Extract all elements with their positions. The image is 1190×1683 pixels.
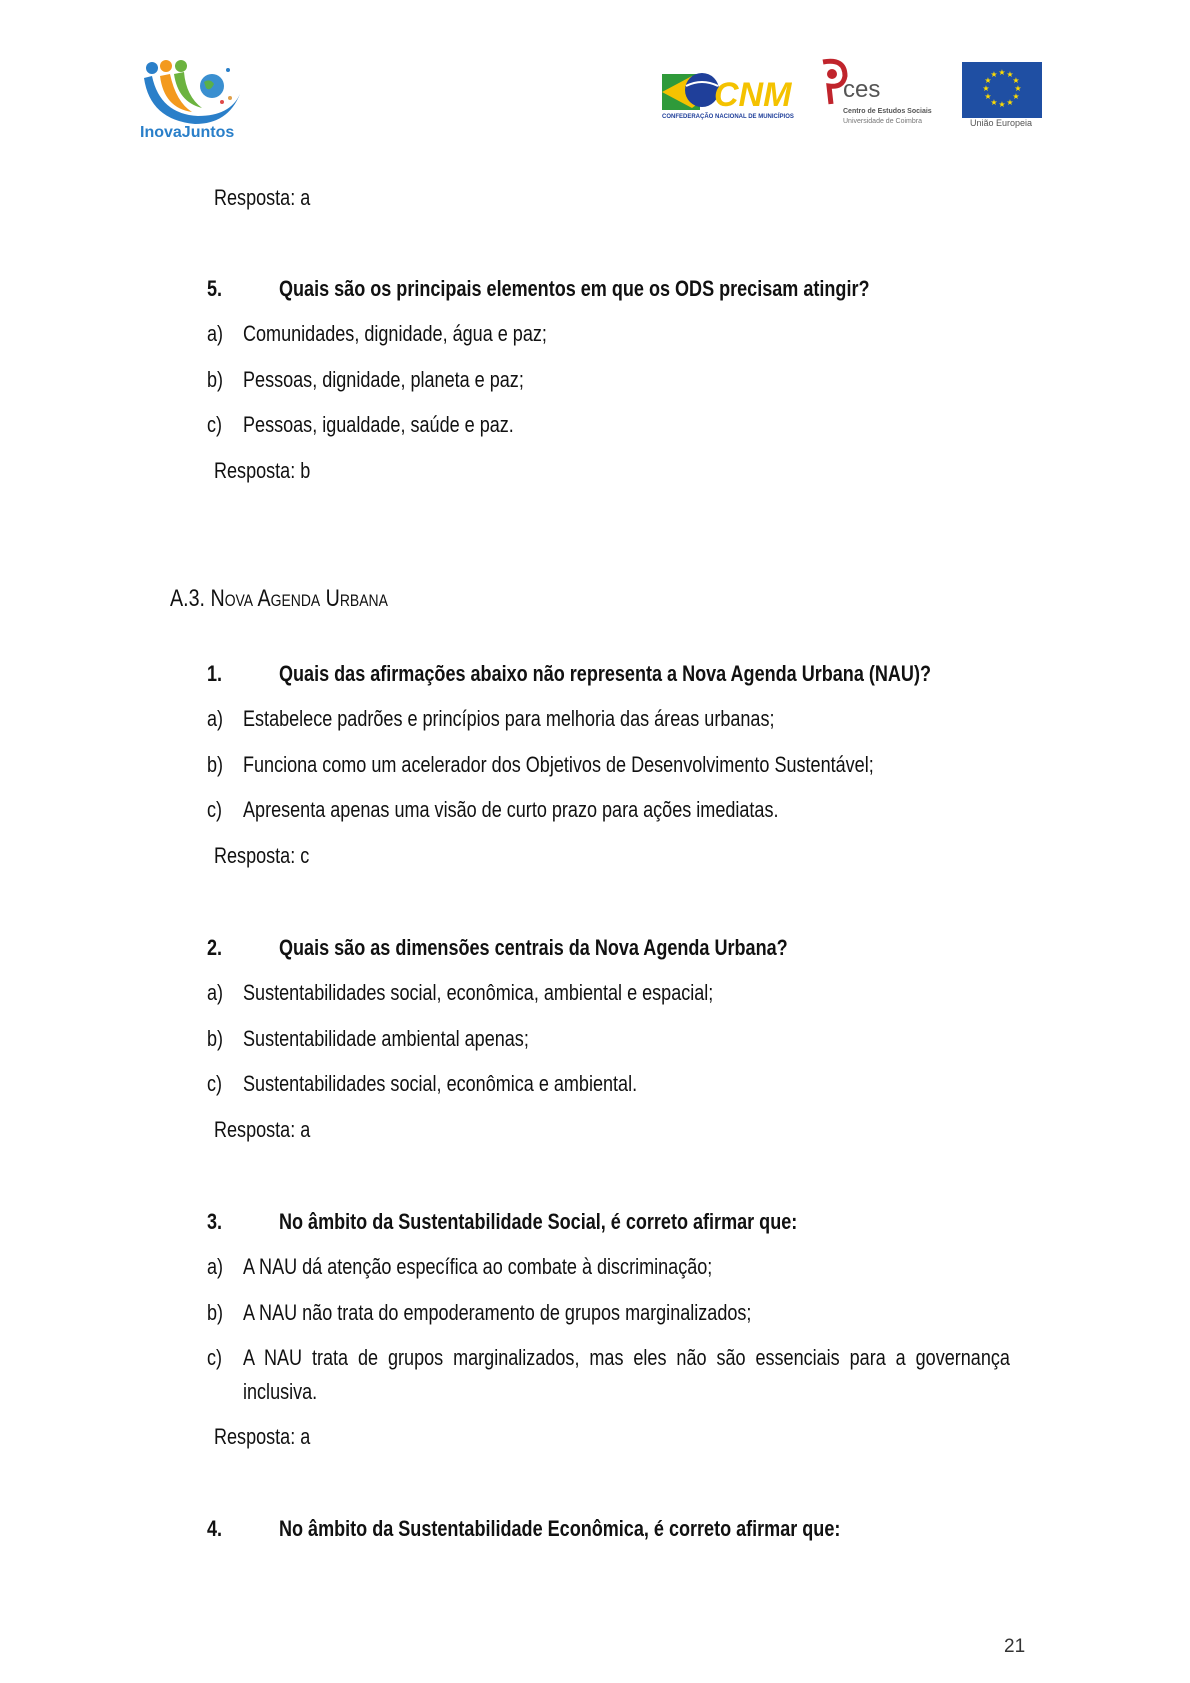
section-title: Nova Agenda Urbana <box>210 585 388 612</box>
option-text: A NAU dá atenção específica ao combate à discriminação; <box>243 1254 713 1279</box>
eu-flag-icon <box>962 62 1042 118</box>
cnm-logo-text: CNM <box>714 76 792 112</box>
option-text: Apresenta apenas uma visão de curto prazo para ações imediatas. <box>243 797 779 822</box>
option-letter: b) <box>207 752 224 777</box>
option-text: Comunidades, dignidade, água e paz; <box>243 321 547 346</box>
svg-text:★: ★ <box>1012 76 1020 85</box>
option-letter: a) <box>207 980 224 1005</box>
ces-logo-line1: Centro de Estudos Sociais <box>843 108 932 115</box>
previous-answer: Resposta: a <box>214 185 311 210</box>
svg-text:★: ★ <box>998 100 1006 109</box>
cnm-logo <box>662 70 792 128</box>
option-text: Pessoas, igualdade, saúde e paz. <box>243 412 514 437</box>
option-text: Pessoas, dignidade, planeta e paz; <box>243 367 524 392</box>
section-prefix: A.3. <box>170 585 206 612</box>
option-letter: a) <box>207 321 224 346</box>
question-number: 3. <box>207 1209 223 1234</box>
question-text: Quais são os principais elementos em que os ODS precisam atingir? <box>279 276 870 301</box>
option-text: Sustentabilidades social, econômica e ambiental. <box>243 1071 638 1096</box>
question-text: Quais são as dimensões centrais da Nova Agenda Urbana? <box>279 935 788 960</box>
svg-text:★: ★ <box>1014 84 1022 93</box>
question-text: Quais das afirmações abaixo não representa a Nova Agenda Urbana (NAU)? <box>279 661 931 686</box>
question-text: No âmbito da Sustentabilidade Econômica, é correto afirmar que: <box>279 1516 841 1541</box>
question-number: 4. <box>207 1516 223 1541</box>
answer: Resposta: c <box>214 843 310 868</box>
section-heading <box>170 585 436 613</box>
option-letter: b) <box>207 1026 224 1051</box>
option-letter: c) <box>207 1345 223 1370</box>
option-letter: c) <box>207 1071 223 1096</box>
svg-text:★: ★ <box>984 92 992 101</box>
question-text: No âmbito da Sustentabilidade Social, é correto afirmar que: <box>279 1209 798 1234</box>
option-text: Sustentabilidades social, econômica, ambiental e espacial; <box>243 980 714 1005</box>
option-text: Estabelece padrões e princípios para melhoria das áreas urbanas; <box>243 706 775 731</box>
option-text: Sustentabilidade ambiental apenas; <box>243 1026 529 1051</box>
option-letter: c) <box>207 797 223 822</box>
svg-text:★: ★ <box>1006 70 1014 79</box>
svg-text:★: ★ <box>1012 92 1020 101</box>
svg-text:★: ★ <box>990 98 998 107</box>
option-text: A NAU não trata do empoderamento de grupos marginalizados; <box>243 1300 752 1325</box>
cnm-logo-subtitle: CONFEDERAÇÃO NACIONAL DE MUNICÍPIOS <box>662 114 794 120</box>
option-letter: a) <box>207 1254 224 1279</box>
answer: Resposta: a <box>214 1424 311 1449</box>
page-number: 21 <box>1004 1636 1026 1657</box>
ces-logo-text: ces <box>843 76 881 103</box>
inovajuntos-logo <box>140 58 250 148</box>
svg-text:★: ★ <box>984 76 992 85</box>
ces-logo <box>815 58 940 130</box>
question-number: 2. <box>207 935 223 960</box>
svg-text:★: ★ <box>1006 98 1014 107</box>
inovajuntos-logo-text: InovaJuntos <box>140 124 235 141</box>
eu-flag-logo <box>962 62 1042 130</box>
question-number: 5. <box>207 276 223 301</box>
svg-text:★: ★ <box>982 84 990 93</box>
svg-text:★: ★ <box>998 68 1006 77</box>
option-letter: b) <box>207 367 224 392</box>
option-text-line2: inclusiva. <box>243 1379 318 1404</box>
option-letter: b) <box>207 1300 224 1325</box>
option-text: Funciona como um acelerador dos Objetivos de Desenvolvimento Sustentável; <box>243 752 874 777</box>
option-letter: a) <box>207 706 224 731</box>
question-number: 1. <box>207 661 223 686</box>
option-text-line1: A NAU trata de grupos marginalizados, mas eles não são essenciais para a governança <box>243 1345 1010 1370</box>
answer: Resposta: b <box>214 458 311 483</box>
option-letter: c) <box>207 412 223 437</box>
answer: Resposta: a <box>214 1117 311 1142</box>
ces-logo-line2: Universidade de Coimbra <box>843 118 922 125</box>
svg-text:★: ★ <box>990 70 998 79</box>
eu-logo-text: União Europeia <box>970 118 1033 128</box>
